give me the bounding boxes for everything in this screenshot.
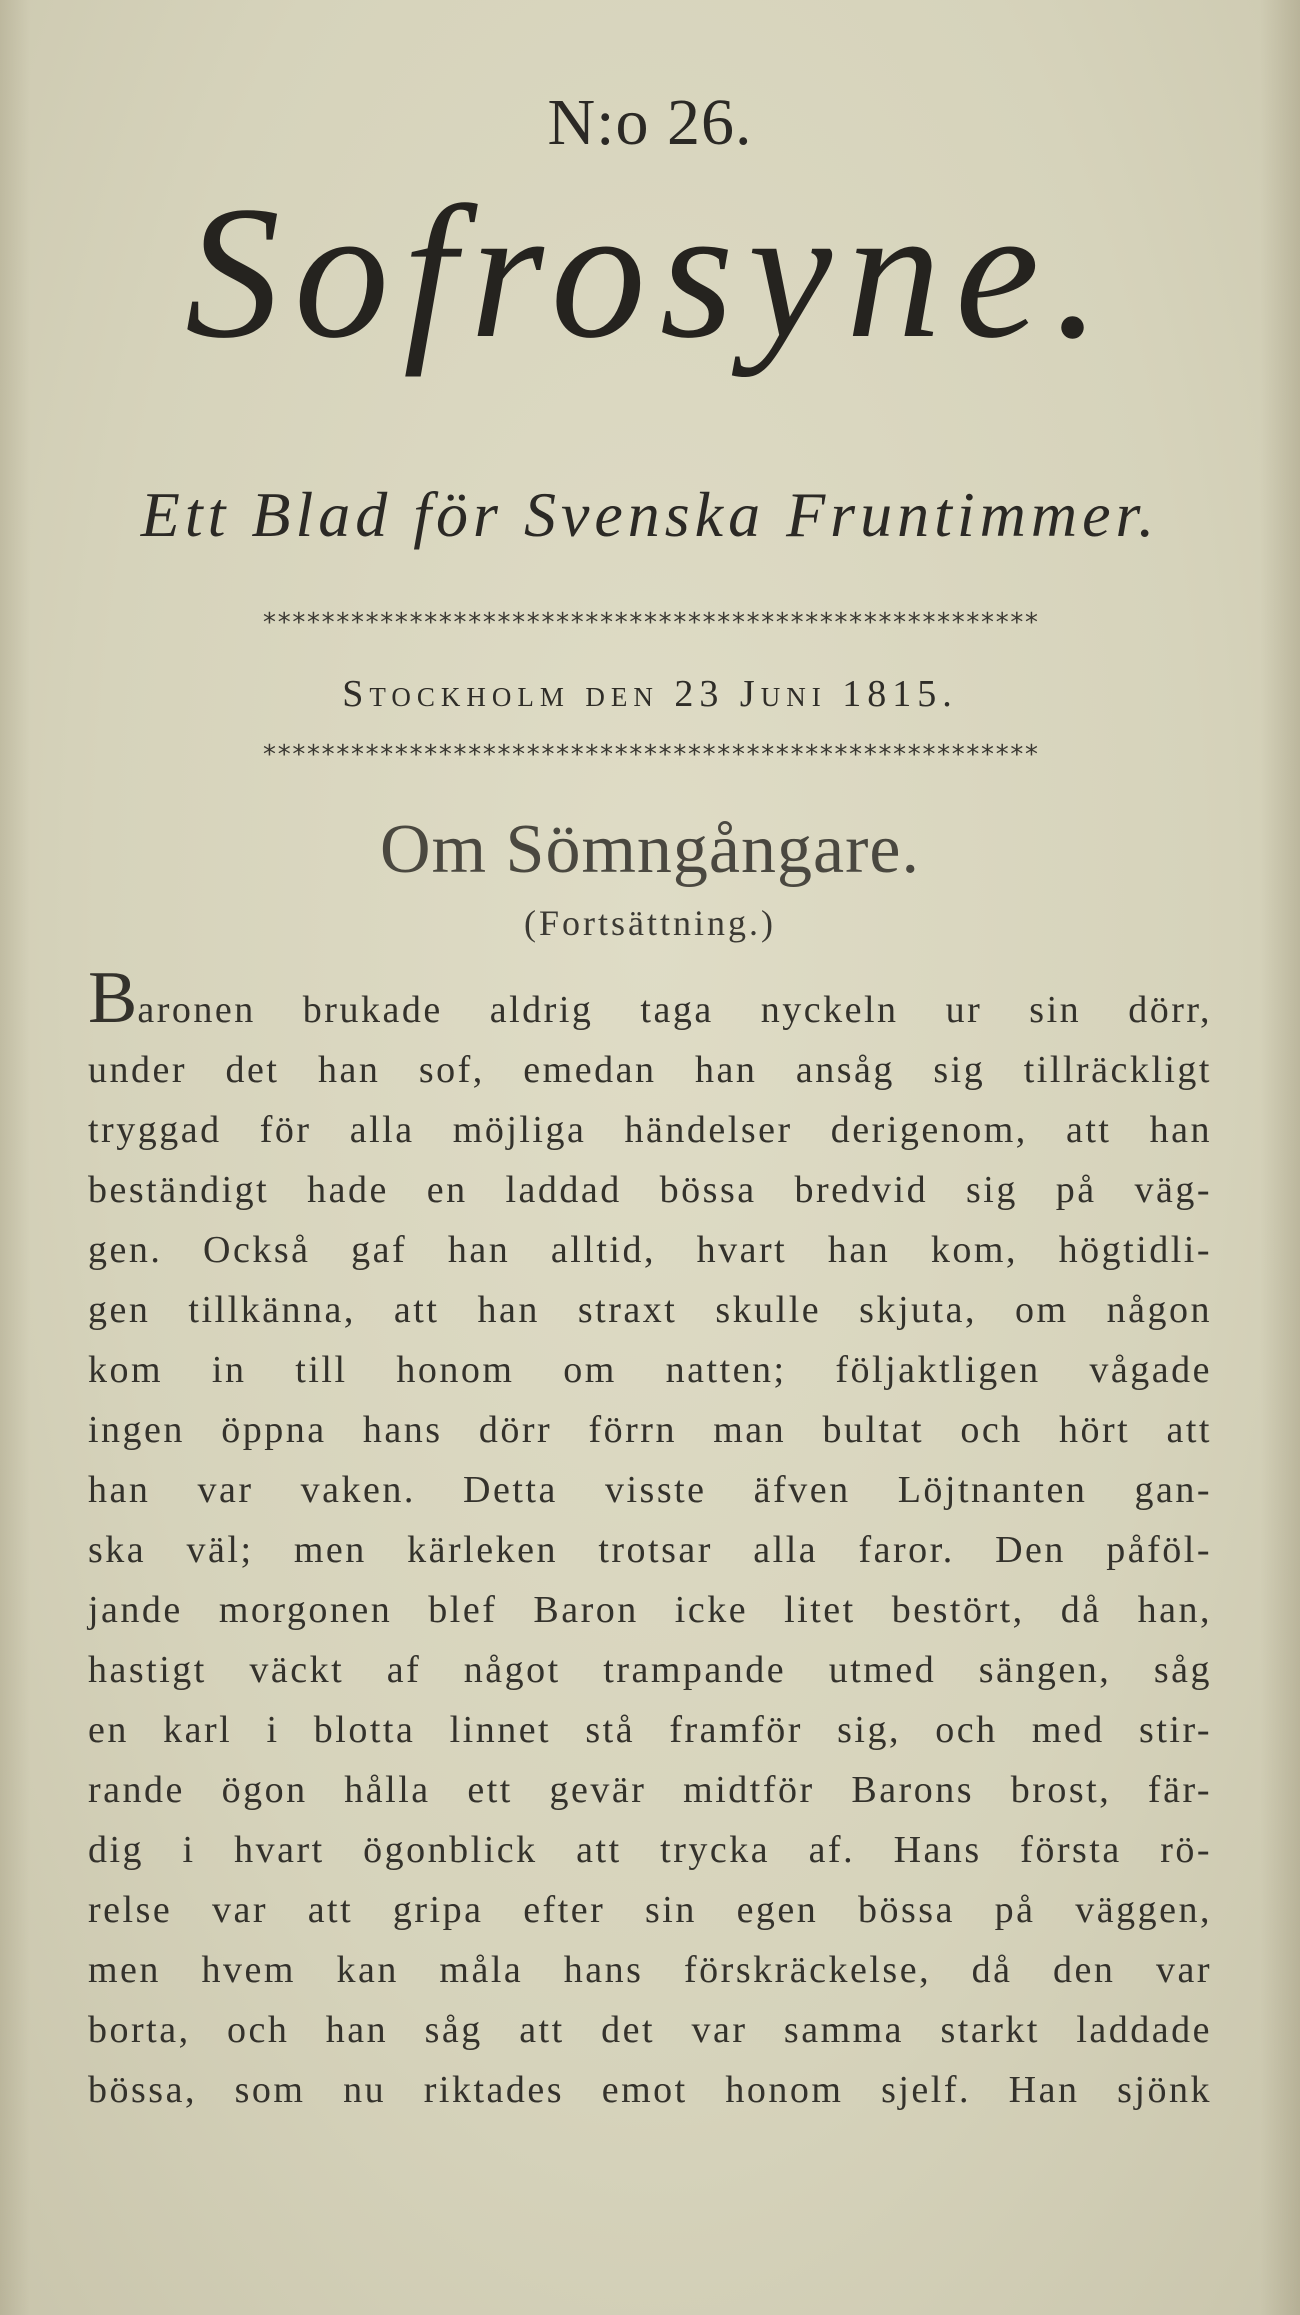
body-line: under det han sof, emedan han ansåg sig tillräckligt [88,1049,1212,1091]
body-line: relse var att gripa efter sin egen bössa på väggen, [88,1889,1212,1931]
dateline: Stockholm den 23 Juni 1815. [342,673,958,715]
body-line: ska väl; men kärleken trotsar alla faror. Den påföl- [88,1529,1212,1571]
body-line: ingen öppna hans dörr förrn man bultat och hört att [88,1409,1212,1451]
body-line: tryggad för alla möjliga händelser derigenom, att han [88,1109,1212,1151]
body-line: men hvem kan måla hans förskräckelse, då den var [88,1949,1212,1991]
body-line: bössa, som nu riktades emot honom sjelf. Han sjönk [88,2069,1212,2111]
body-line: dig i hvart ögonblick att trycka af. Hans första rö- [88,1829,1212,1871]
article-body [88,957,1212,2120]
body-line: beständigt hade en laddad bössa bredvid sig på väg- [88,1169,1212,1211]
drop-cap: B [88,957,138,1039]
first-line-text: aronen brukade aldrig taga nyckeln ur sin dörr, [137,989,1212,1031]
body-line: en karl i blotta linnet stå framför sig, och med stir- [88,1709,1212,1751]
body-line: han var vaken. Detta visste äfven Löjtnanten gan- [88,1469,1212,1511]
article-subtitle: (Fortsättning.) [524,903,776,943]
body-line: hastigt väckt af något trampande utmed sängen, såg [88,1649,1212,1691]
article-title: Om Sömngångare. [380,811,920,888]
issue-number: N:o 26. [547,86,753,159]
body-line: borta, och han såg att det var samma starkt laddade [88,2009,1212,2051]
body-line: jande morgonen blef Baron icke litet bestört, då han, [88,1589,1212,1631]
body-line [88,957,1212,1040]
star-rule-top: ***************************************************** [261,608,1039,638]
body-line: gen. Också gaf han alltid, hvart han kom, högtidli- [88,1229,1212,1271]
body-line: gen tillkänna, att han straxt skulle skjuta, om någon [88,1289,1212,1331]
star-rule-bottom: ***************************************************** [261,740,1039,770]
body-line: rande ögon hålla ett gevär midtför Barons brost, fär- [88,1769,1212,1811]
masthead-subtitle: Ett Blad för Svenska Fruntimmer. [140,479,1160,550]
body-line: kom in till honom om natten; följaktligen vågade [88,1349,1212,1391]
masthead-title: Sofrosyne. [185,168,1115,378]
